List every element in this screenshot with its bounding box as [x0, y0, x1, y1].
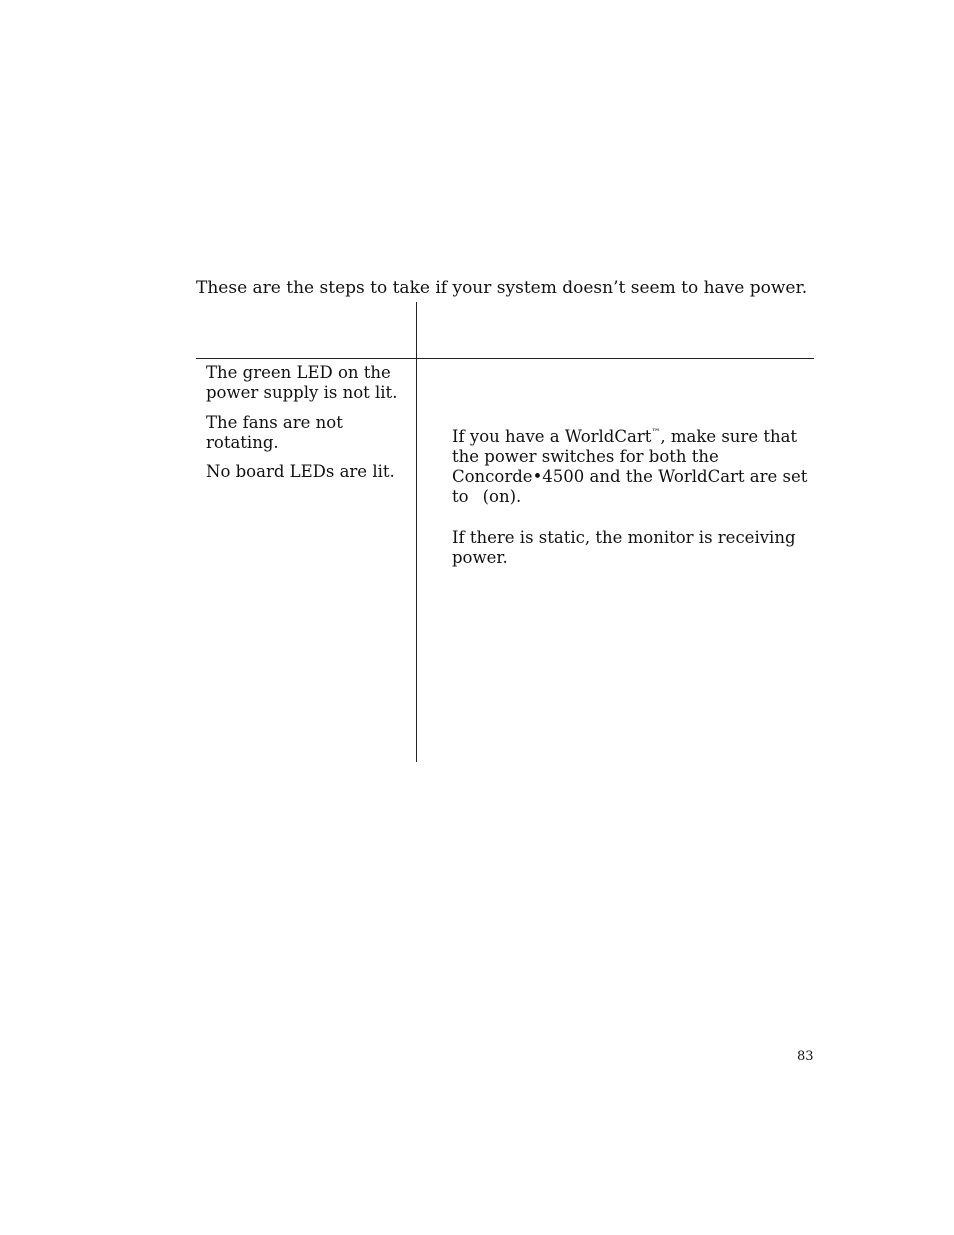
static-action: If there is static, the monitor is receiving power.	[452, 527, 796, 567]
symptom-item: No board LEDs are lit.	[206, 462, 395, 481]
intro-paragraph: These are the steps to take if your system doesn’t seem to have power.	[196, 278, 808, 298]
page-number: 83	[797, 1049, 814, 1064]
worldcart-action	[452, 427, 812, 507]
symptom-column	[206, 363, 411, 491]
table-header-rule	[196, 358, 814, 359]
table-column-divider	[416, 302, 417, 762]
symptom-item: The fans are not rotating.	[206, 413, 343, 452]
worldcart-action-on: (on).	[482, 486, 522, 506]
worldcart-action-text-continued: , make sure that the power switches for both the Concorde•4500 and the WorldCart are set to	[452, 426, 808, 506]
trademark-symbol: ™	[651, 427, 661, 438]
worldcart-action-text: If you have a WorldCart	[452, 426, 652, 446]
symptom-item: The green LED on the power supply is not lit.	[206, 363, 398, 402]
